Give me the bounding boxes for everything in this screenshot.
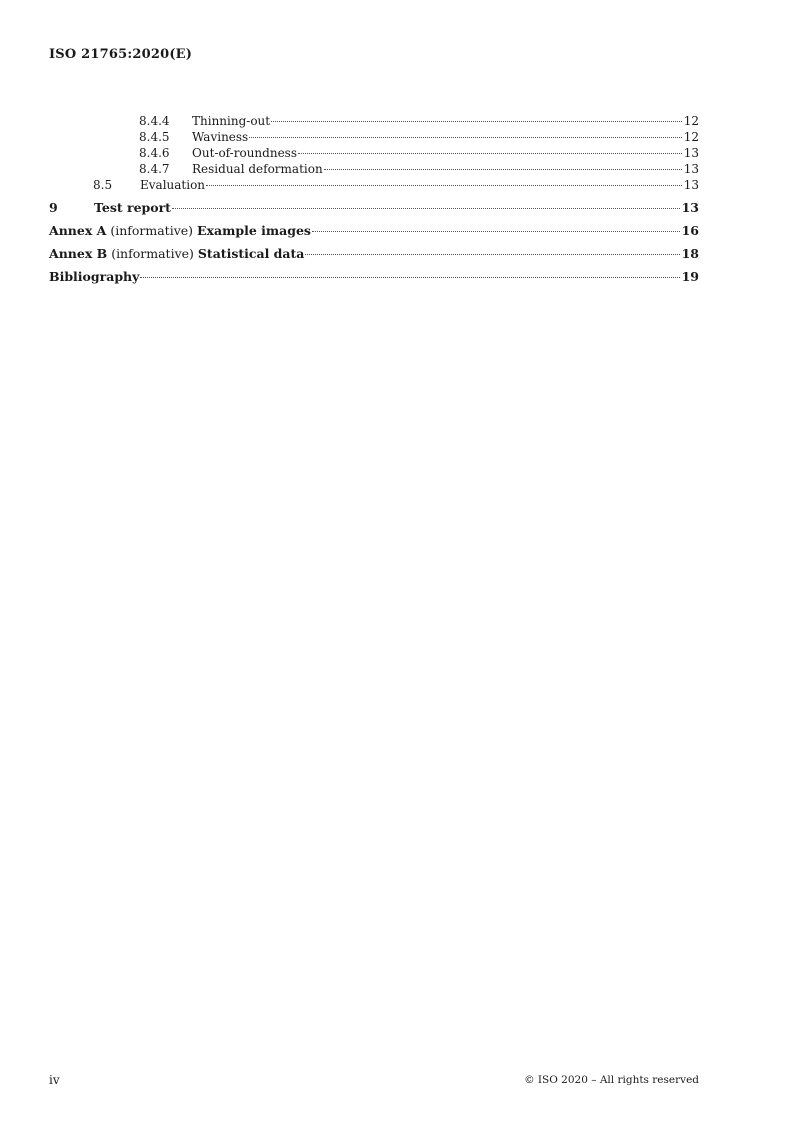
toc-entry-number: 8.4.6 bbox=[139, 146, 170, 160]
toc-entry-8-4-7[interactable] bbox=[49, 161, 699, 177]
toc-annex-prefix: Annex A bbox=[49, 223, 107, 238]
toc-dot-leader bbox=[249, 137, 682, 138]
toc-annex-prefix: Annex B bbox=[49, 246, 108, 261]
toc-entry-title: Waviness bbox=[192, 130, 249, 144]
toc-entry-8-4-6[interactable] bbox=[49, 145, 699, 161]
table-of-contents bbox=[49, 113, 699, 285]
toc-entry-page: 16 bbox=[681, 223, 699, 238]
toc-entry-page: 13 bbox=[681, 200, 699, 215]
toc-entry-bibliography[interactable] bbox=[49, 269, 699, 285]
toc-dot-leader bbox=[298, 153, 682, 154]
toc-entry-title: Thinning-out bbox=[192, 114, 271, 128]
footer-page-number: iv bbox=[49, 1073, 60, 1087]
document-id-header: ISO 21765:2020(E) bbox=[49, 47, 193, 62]
toc-entry-8-4-4[interactable] bbox=[49, 113, 699, 129]
toc-dot-leader bbox=[305, 254, 679, 255]
toc-annex-qualifier: (informative) bbox=[111, 246, 194, 261]
toc-entry-8-5[interactable] bbox=[49, 177, 699, 193]
toc-entry-page: 13 bbox=[683, 146, 699, 160]
toc-entry-number: 8.4.4 bbox=[139, 114, 170, 128]
toc-entry-page: 18 bbox=[681, 246, 699, 261]
toc-dot-leader bbox=[172, 208, 680, 209]
toc-annex-qualifier: (informative) bbox=[110, 223, 194, 238]
toc-entry-title: Bibliography bbox=[49, 269, 140, 284]
toc-entry-title: Evaluation bbox=[140, 178, 206, 192]
toc-entry-title: Out-of-roundness bbox=[192, 146, 297, 160]
toc-entry-number: 8.5 bbox=[93, 178, 113, 192]
toc-entry-9[interactable] bbox=[49, 200, 699, 216]
toc-dot-leader bbox=[140, 277, 679, 278]
toc-entry-page: 13 bbox=[683, 162, 699, 176]
toc-entry-page: 19 bbox=[681, 269, 699, 284]
toc-dot-leader bbox=[324, 169, 682, 170]
toc-entry-annex-a[interactable] bbox=[49, 223, 699, 239]
toc-entry-page: 12 bbox=[683, 114, 699, 128]
toc-entry-title: Example images bbox=[197, 223, 311, 238]
toc-entry-number: 9 bbox=[49, 200, 58, 215]
toc-dot-leader bbox=[312, 231, 680, 232]
toc-entry-8-4-5[interactable] bbox=[49, 129, 699, 145]
toc-entry-title: Test report bbox=[94, 200, 171, 215]
toc-dot-leader bbox=[271, 121, 682, 122]
toc-entry-annex-b[interactable] bbox=[49, 246, 699, 262]
toc-entry-title: Statistical data bbox=[197, 246, 305, 261]
toc-entry-page: 13 bbox=[683, 178, 699, 192]
toc-entry-number: 8.4.5 bbox=[139, 130, 170, 144]
toc-entry-page: 12 bbox=[683, 130, 699, 144]
toc-entry-title: Residual deformation bbox=[192, 162, 323, 176]
toc-entry-number: 8.4.7 bbox=[139, 162, 170, 176]
footer-copyright: © ISO 2020 – All rights reserved bbox=[524, 1074, 699, 1086]
toc-dot-leader bbox=[206, 185, 682, 186]
